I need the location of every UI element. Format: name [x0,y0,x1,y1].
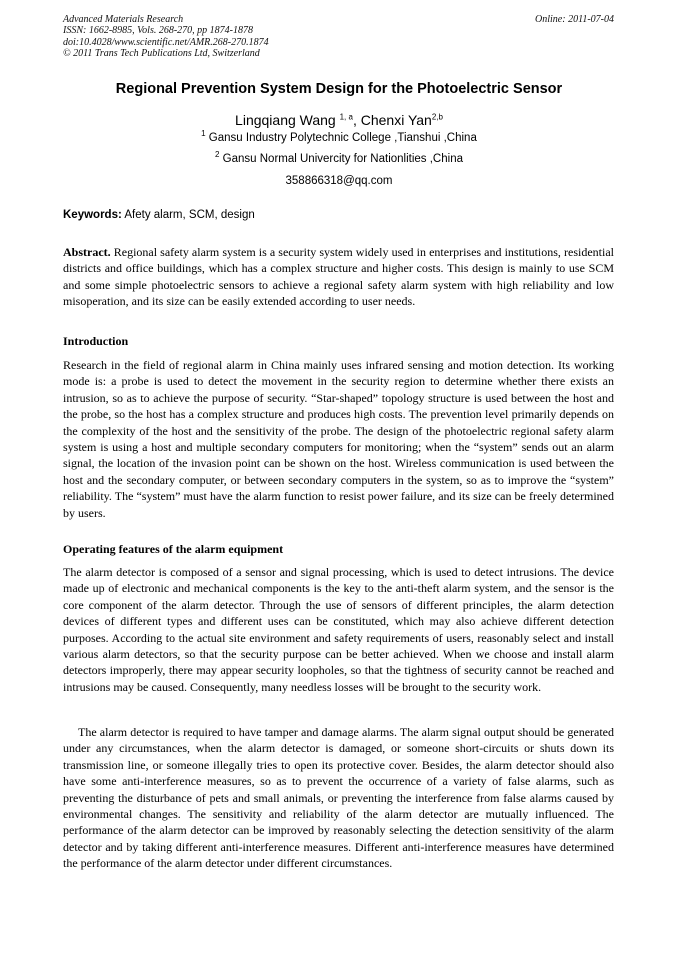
journal-header [63,14,269,59]
operating-paragraph-2: The alarm detector is required to have tamper and damage alarms. The alarm signal output should be generated under any circumstances, when the alarm detector is damaged, or someone short-circuits or shuts down its transmission line, or someone illegally tries to open its protective cover. Besides, the alarm detector should also have some anti-interference measures, so as to prevent the occurrence of a variety of false alarms, such as preventing the disturbance of pets and small animals, or preventing the interference from false alarms caused by environmental changes. The sensitivity and reliability of the alarm detector are mutually influenced. The performance of the alarm detector can be improved by reasonably selecting the detection sensitivity of the alarm detector and by taking different anti-interference measures. Different anti-interference measures have determined the performance of the alarm detector under different circumstances. [63,725,614,871]
introduction-paragraph: Research in the field of regional alarm in China mainly uses infrared sensing and motion detection. Its working mode is: a probe is used to detect the movement in the security region to determine whether there exists an intrusion, so as to achieve the purpose of security. “Star-shaped” topology structure is used between the host and the probe, so the host has a complex structure and produces high costs. The prevention level primarily depends on the complexity of the host and the sensitivity of the probe. The design of the photoelectric regional safety alarm system is using a host and multiple secondary computers for monitoring; when the “system” sends out an alarm signal, the location of the invasion point can be shown on the host. Wireless communication is used between the host and the secondary computer, or between secondary computers in the system, so as to improve the “system” reliability. The “system” must have the alarm function to resist power failure, and its size can be freely determined by users. [63,358,614,520]
journal-name: Advanced Materials Research [63,14,184,25]
author-separator: , [352,112,361,128]
affiliation-2-text: Gansu Normal Univercity for Nationlities ,China [222,153,463,165]
affiliation-2 [0,150,678,165]
affiliation-1 [0,129,678,144]
affiliation-2-number: 2 [215,150,220,160]
online-date: Online: 2011-07-04 [535,14,614,25]
author-2-affiliation: 2,b [431,112,443,122]
paper-title: Regional Prevention System Design for the Photoelectric Sensor [115,81,563,97]
author-1: Lingqiang Wang [235,112,336,128]
author-2: Chenxi Yan [360,112,432,128]
keywords-text: Afety alarm, SCM, design [124,209,255,221]
author-email: 358866318@qq.com [285,175,393,187]
keywords-label: Keywords: [63,209,122,221]
operating-features-heading: Operating features of the alarm equipment [63,542,284,556]
affiliation-1-text: Gansu Industry Polytechnic College ,Tianshui ,China [208,132,477,144]
abstract [63,244,614,310]
operating-paragraph-1: The alarm detector is composed of a sensor and signal processing, which is used to detect intrusions. The device made up of electronic and mechanical components is the key to the anti-theft alarm system, and the sensor is the core component of the alarm detector. Through the use of sensors of different principles, the alarm detection devices of different types and different uses can be constituted, which may also achieve different detection purposes. According to the actual site environment and safety requirements of users, reasonably select and install various alarm detectors, so that the security purpose can be better achieved. When we choose and install alarm detectors improperly, there may appear security loopholes, so that the tightness of security cannot be reached and intrusions may be caused. Consequently, many needless losses will be brought to the security work. [63,565,614,694]
abstract-text: Regional safety alarm system is a security system widely used in enterprises and institutions, residential districts and office buildings, which has a complex structure and higher costs. This design is mainly to use SCM and some simple photoelectric sensors to achieve a regional safety alarm system with high reliability and low misoperation, and its size can be easily extended according to user needs. [63,245,615,309]
author-line [0,112,678,128]
keywords [63,209,255,221]
author-1-affiliation: 1, a [339,112,353,122]
doi-line: doi:10.4028/www.scientific.net/AMR.268-270.1874 [63,36,269,48]
copyright-line: © 2011 Trans Tech Publications Ltd, Switzerland [63,47,260,59]
affiliation-1-number: 1 [201,129,206,139]
introduction-heading: Introduction [63,334,129,348]
abstract-label: Abstract. [63,245,111,259]
issn-line: ISSN: 1662-8985, Vols. 268-270, pp 1874-1878 [63,25,253,37]
